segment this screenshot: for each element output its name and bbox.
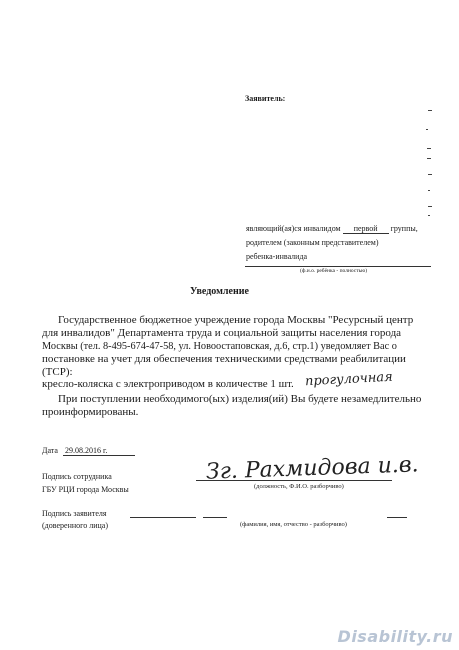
para2-line-1: При поступлении необходимого(ых) изделия(ий) Вы будете незамедлительно (58, 393, 422, 405)
para1-line-4: постановке на учет для обеспечения техническими средствами реабилитации (42, 353, 406, 365)
group-suffix: группы, (390, 224, 418, 233)
date-row (42, 446, 135, 456)
field-tick (427, 148, 431, 149)
employee-caption: (должность, Ф.И.О. разборчиво) (254, 483, 344, 490)
applicant-sig-line-b (203, 517, 227, 518)
employee-sig-line (196, 480, 392, 481)
para1-line-5: (ТСР): (42, 366, 73, 378)
group-value: первой (343, 224, 389, 234)
invalid-line-prefix: являющий(ая)ся инвалидом (246, 224, 341, 233)
date-value: 29.08.2016 г. (63, 446, 135, 456)
field-tick (428, 174, 432, 175)
item-line: кресло-коляска с электроприводом в количестве 1 шт. (42, 378, 294, 390)
para1-line-3: Москвы (тел. 8-495-674-47-58, ул. Новоостаповская, д.6, стр.1) уведомляет Вас о (42, 341, 397, 352)
field-tick (428, 215, 430, 216)
field-tick (428, 110, 432, 111)
applicant-sig-label-2: (доверенного лица) (42, 521, 108, 530)
parent-label: родителем (законным представителем) (246, 238, 379, 247)
applicant-sig-line-c (387, 517, 407, 518)
site-watermark: Disability.ru (337, 627, 453, 646)
child-name-line (245, 266, 431, 267)
field-tick (428, 206, 432, 207)
employee-sig-label-1: Подпись сотрудника (42, 472, 112, 481)
para1-line-2: для инвалидов" Департамента труда и социальной защиты населения города (42, 327, 402, 339)
field-tick (427, 158, 431, 159)
employee-signature: Зг. Рахмидова и.в. (205, 452, 419, 485)
date-label: Дата (42, 446, 58, 455)
applicant-label: Заявитель: (245, 94, 286, 103)
field-tick (428, 190, 430, 191)
applicant-sig-label-1: Подпись заявителя (42, 509, 107, 518)
para1-line-1: Государственное бюджетное учреждение города Москвы "Ресурсный центр (58, 314, 414, 326)
child-caption: (ф.и.о. ребёнка - полностью) (300, 268, 368, 274)
para2-line-2: проинформированы. (42, 406, 139, 418)
employee-sig-label-2: ГБУ РЦИ города Москвы (42, 485, 129, 494)
item-handwritten: прогулочная (304, 369, 394, 390)
child-label: ребенка-инвалида (246, 252, 308, 261)
applicant-sig-line-a (130, 517, 196, 518)
field-tick (426, 129, 428, 130)
invalid-line (246, 224, 418, 234)
applicant-caption: (фамилия, имя, отчество - разборчиво) (240, 521, 347, 528)
notice-title: Уведомление (190, 286, 249, 297)
